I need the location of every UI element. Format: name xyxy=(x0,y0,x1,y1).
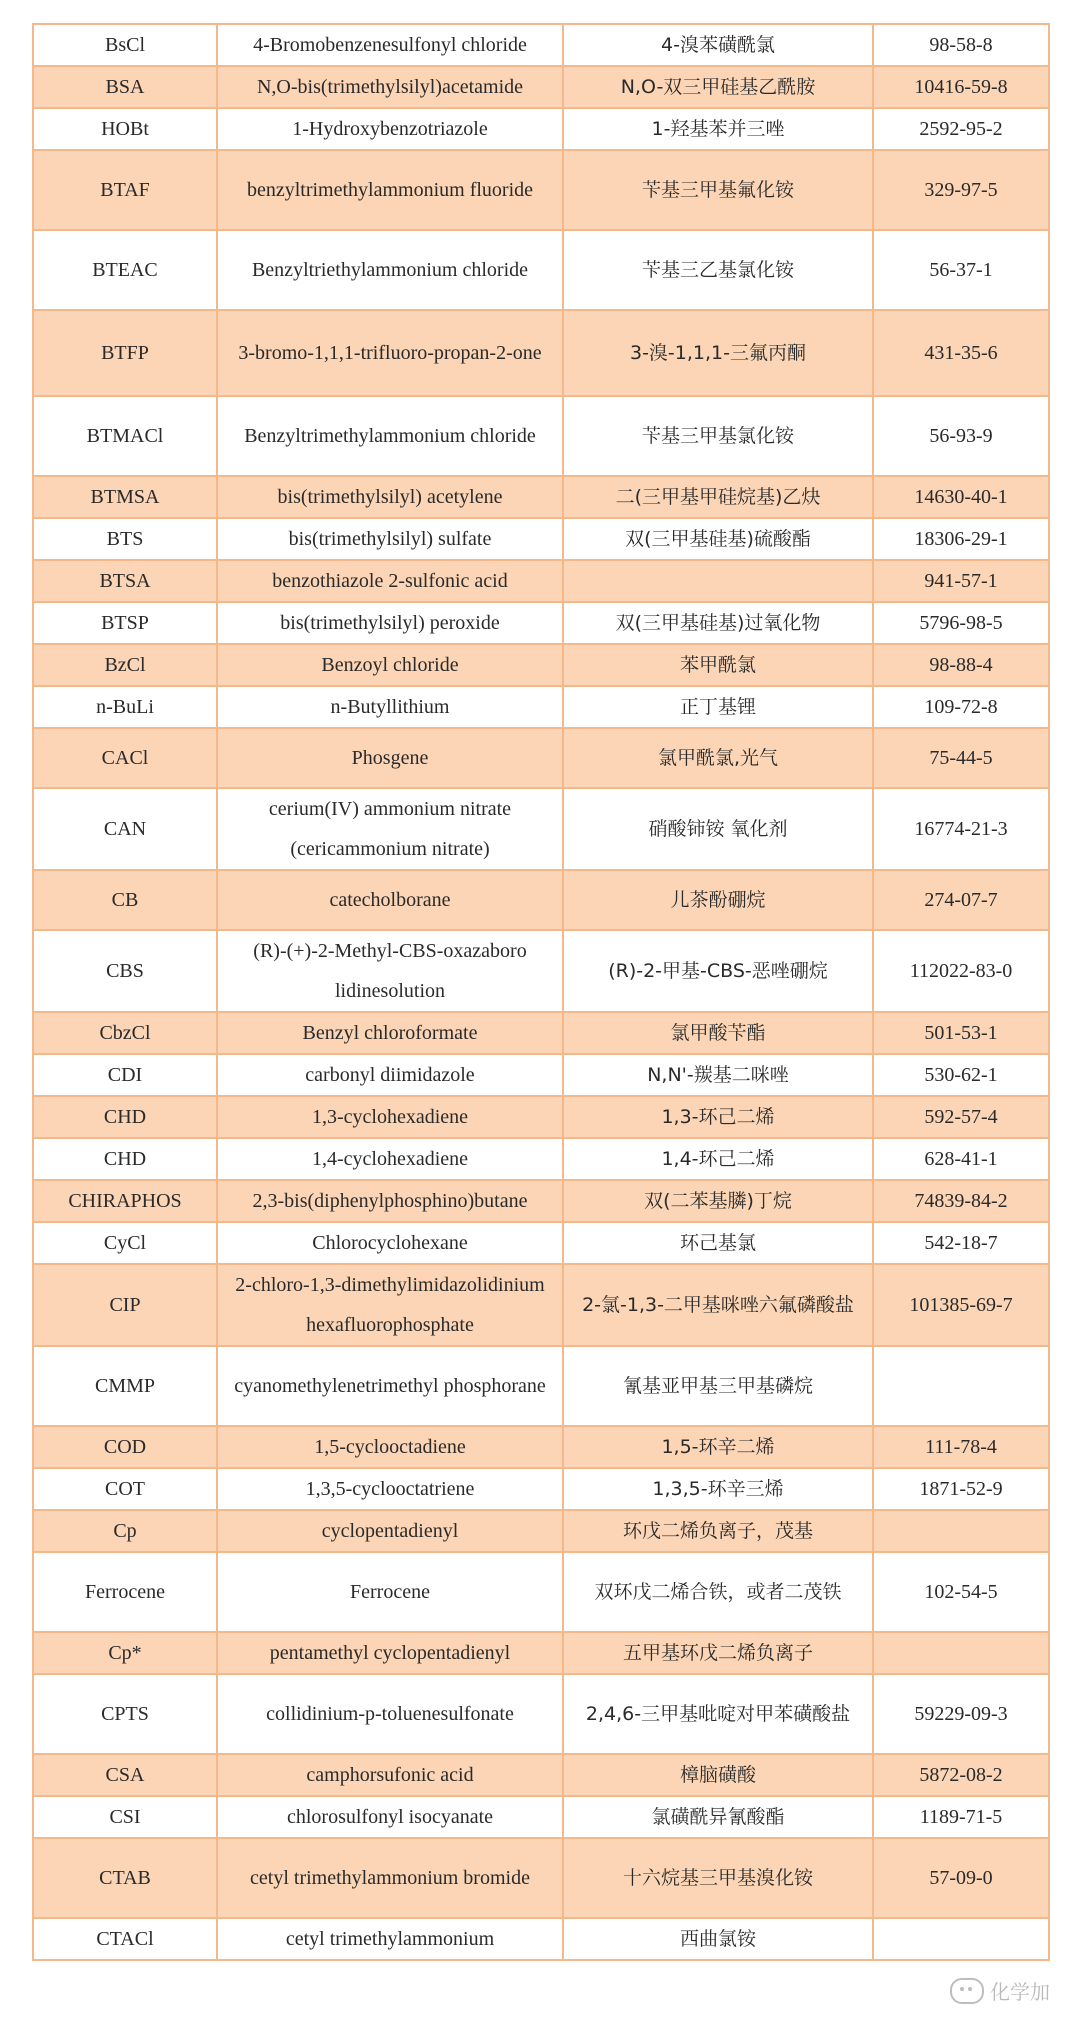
name-cell: cerium(IV) ammonium nitrate (cericammonium nitrate) xyxy=(217,788,563,870)
cas-number-cell: 111-78-4 xyxy=(873,1426,1049,1468)
cas-number-cell: 941-57-1 xyxy=(873,560,1049,602)
table-row xyxy=(33,1838,1049,1918)
chinese-name-cell: 正丁基锂 xyxy=(563,686,873,728)
chinese-name-cell xyxy=(563,560,873,602)
chinese-name-cell: 1,5-环辛二烯 xyxy=(563,1426,873,1468)
abbr-cell: CBS xyxy=(33,930,217,1012)
abbr-cell: CB xyxy=(33,870,217,930)
abbr-cell: CACl xyxy=(33,728,217,788)
cas-number-cell: 59229-09-3 xyxy=(873,1674,1049,1754)
abbr-cell: BSA xyxy=(33,66,217,108)
abbr-cell: CAN xyxy=(33,788,217,870)
cas-number-cell: 592-57-4 xyxy=(873,1096,1049,1138)
name-cell: bis(trimethylsilyl) acetylene xyxy=(217,476,563,518)
cas-number-cell: 112022-83-0 xyxy=(873,930,1049,1012)
table-row xyxy=(33,644,1049,686)
abbr-cell: CHD xyxy=(33,1138,217,1180)
abbr-cell: COD xyxy=(33,1426,217,1468)
name-cell: catecholborane xyxy=(217,870,563,930)
chinese-name-cell: 苄基三乙基氯化铵 xyxy=(563,230,873,310)
cas-number-cell: 56-93-9 xyxy=(873,396,1049,476)
cas-number-cell: 74839-84-2 xyxy=(873,1180,1049,1222)
table-row xyxy=(33,1138,1049,1180)
table-row xyxy=(33,1180,1049,1222)
chinese-name-cell: 1,4-环己二烯 xyxy=(563,1138,873,1180)
chinese-name-cell: 环己基氯 xyxy=(563,1222,873,1264)
name-cell: carbonyl diimidazole xyxy=(217,1054,563,1096)
name-cell: benzyltrimethylammonium fluoride xyxy=(217,150,563,230)
name-cell: N,O-bis(trimethylsilyl)acetamide xyxy=(217,66,563,108)
table-row xyxy=(33,1632,1049,1674)
chinese-name-cell: 双(三甲基硅基)过氧化物 xyxy=(563,602,873,644)
cas-number-cell: 10416-59-8 xyxy=(873,66,1049,108)
name-cell: n-Butyllithium xyxy=(217,686,563,728)
chinese-name-cell: 双环戊二烯合铁，或者二茂铁 xyxy=(563,1552,873,1632)
abbr-cell: CHIRAPHOS xyxy=(33,1180,217,1222)
name-cell: Benzoyl chloride xyxy=(217,644,563,686)
chinese-name-cell: 2-氯-1,3-二甲基咪唑六氟磷酸盐 xyxy=(563,1264,873,1346)
name-cell: 4-Bromobenzenesulfonyl chloride xyxy=(217,24,563,66)
cas-number-cell: 18306-29-1 xyxy=(873,518,1049,560)
abbr-cell: CTACl xyxy=(33,1918,217,1960)
abbr-cell: BTAF xyxy=(33,150,217,230)
cas-number-cell: 75-44-5 xyxy=(873,728,1049,788)
table-row xyxy=(33,396,1049,476)
name-cell: Benzyltriethylammonium chloride xyxy=(217,230,563,310)
chinese-name-cell: 十六烷基三甲基溴化铵 xyxy=(563,1838,873,1918)
table-row xyxy=(33,1468,1049,1510)
cas-number-cell: 101385-69-7 xyxy=(873,1264,1049,1346)
cas-number-cell: 628-41-1 xyxy=(873,1138,1049,1180)
abbr-cell: BTMSA xyxy=(33,476,217,518)
abbr-cell: BTSA xyxy=(33,560,217,602)
cas-number-cell: 1189-71-5 xyxy=(873,1796,1049,1838)
abbr-cell: Ferrocene xyxy=(33,1552,217,1632)
table-row xyxy=(33,150,1049,230)
abbr-cell: BTFP xyxy=(33,310,217,396)
chinese-name-cell: 苄基三甲基氟化铵 xyxy=(563,150,873,230)
name-cell: 1,4-cyclohexadiene xyxy=(217,1138,563,1180)
table-row xyxy=(33,1918,1049,1960)
table-row xyxy=(33,1222,1049,1264)
abbr-cell: CMMP xyxy=(33,1346,217,1426)
name-cell: Ferrocene xyxy=(217,1552,563,1632)
cas-number-cell: 14630-40-1 xyxy=(873,476,1049,518)
name-cell: 1,3-cyclohexadiene xyxy=(217,1096,563,1138)
abbr-cell: BTMACl xyxy=(33,396,217,476)
table-row xyxy=(33,24,1049,66)
table-row xyxy=(33,728,1049,788)
name-cell: 2-chloro-1,3-dimethylimidazolidinium hexafluorophosphate xyxy=(217,1264,563,1346)
table-row xyxy=(33,1096,1049,1138)
abbr-cell: n-BuLi xyxy=(33,686,217,728)
table-body xyxy=(33,24,1049,1960)
chinese-name-cell: 1-羟基苯并三唑 xyxy=(563,108,873,150)
name-cell: chlorosulfonyl isocyanate xyxy=(217,1796,563,1838)
table-row xyxy=(33,602,1049,644)
table-row xyxy=(33,870,1049,930)
abbr-cell: CIP xyxy=(33,1264,217,1346)
table-row xyxy=(33,1552,1049,1632)
cas-number-cell: 274-07-7 xyxy=(873,870,1049,930)
cas-number-cell: 98-88-4 xyxy=(873,644,1049,686)
abbr-cell: CDI xyxy=(33,1054,217,1096)
cas-number-cell: 109-72-8 xyxy=(873,686,1049,728)
table-row xyxy=(33,1426,1049,1468)
table-row xyxy=(33,108,1049,150)
name-cell: (R)-(+)-2-Methyl-CBS-oxazaboro lidinesolution xyxy=(217,930,563,1012)
name-cell: collidinium-p-toluenesulfonate xyxy=(217,1674,563,1754)
table-row xyxy=(33,476,1049,518)
cas-number-cell: 98-58-8 xyxy=(873,24,1049,66)
cas-number-cell: 102-54-5 xyxy=(873,1552,1049,1632)
cas-number-cell: 329-97-5 xyxy=(873,150,1049,230)
abbr-cell: CPTS xyxy=(33,1674,217,1754)
name-cell: Phosgene xyxy=(217,728,563,788)
abbr-cell: BTS xyxy=(33,518,217,560)
chinese-name-cell: N,O-双三甲硅基乙酰胺 xyxy=(563,66,873,108)
name-cell: 1,5-cyclooctadiene xyxy=(217,1426,563,1468)
abbr-cell: BTEAC xyxy=(33,230,217,310)
abbr-cell: CHD xyxy=(33,1096,217,1138)
chinese-name-cell: 双(三甲基硅基)硫酸酯 xyxy=(563,518,873,560)
table-row xyxy=(33,230,1049,310)
chinese-name-cell: 3-溴-1,1,1-三氟丙酮 xyxy=(563,310,873,396)
table-row xyxy=(33,1510,1049,1552)
chinese-name-cell: 4-溴苯磺酰氯 xyxy=(563,24,873,66)
cas-number-cell xyxy=(873,1510,1049,1552)
abbr-cell: CSA xyxy=(33,1754,217,1796)
name-cell: 1,3,5-cyclooctatriene xyxy=(217,1468,563,1510)
table-row xyxy=(33,310,1049,396)
chinese-name-cell: 苯甲酰氯 xyxy=(563,644,873,686)
table-row xyxy=(33,930,1049,1012)
chinese-name-cell: 氯甲酰氯,光气 xyxy=(563,728,873,788)
table-row xyxy=(33,1054,1049,1096)
chinese-name-cell: 氯甲酸苄酯 xyxy=(563,1012,873,1054)
table-row xyxy=(33,1754,1049,1796)
name-cell: 3-bromo-1,1,1-trifluoro-propan-2-one xyxy=(217,310,563,396)
abbr-cell: HOBt xyxy=(33,108,217,150)
cas-number-cell: 56-37-1 xyxy=(873,230,1049,310)
cas-number-cell: 1871-52-9 xyxy=(873,1468,1049,1510)
chinese-name-cell: 儿茶酚硼烷 xyxy=(563,870,873,930)
abbr-cell: BzCl xyxy=(33,644,217,686)
cas-number-cell xyxy=(873,1918,1049,1960)
name-cell: bis(trimethylsilyl) peroxide xyxy=(217,602,563,644)
name-cell: bis(trimethylsilyl) sulfate xyxy=(217,518,563,560)
name-cell: 1-Hydroxybenzotriazole xyxy=(217,108,563,150)
name-cell: pentamethyl cyclopentadienyl xyxy=(217,1632,563,1674)
chinese-name-cell: 五甲基环戊二烯负离子 xyxy=(563,1632,873,1674)
table-row xyxy=(33,1674,1049,1754)
cas-number-cell: 2592-95-2 xyxy=(873,108,1049,150)
cas-number-cell: 5796-98-5 xyxy=(873,602,1049,644)
name-cell: benzothiazole 2-sulfonic acid xyxy=(217,560,563,602)
table-row xyxy=(33,1796,1049,1838)
cas-number-cell: 16774-21-3 xyxy=(873,788,1049,870)
chinese-name-cell: 西曲氯铵 xyxy=(563,1918,873,1960)
chemical-abbreviation-table xyxy=(32,23,1050,1961)
cas-number-cell: 57-09-0 xyxy=(873,1838,1049,1918)
name-cell: Benzyltrimethylammonium chloride xyxy=(217,396,563,476)
cas-number-cell: 530-62-1 xyxy=(873,1054,1049,1096)
name-cell: cetyl trimethylammonium xyxy=(217,1918,563,1960)
chinese-name-cell: 二(三甲基甲硅烷基)乙炔 xyxy=(563,476,873,518)
abbr-cell: BTSP xyxy=(33,602,217,644)
chinese-name-cell: 1,3-环己二烯 xyxy=(563,1096,873,1138)
cas-number-cell: 5872-08-2 xyxy=(873,1754,1049,1796)
table-row xyxy=(33,518,1049,560)
wechat-icon xyxy=(950,1978,984,2004)
abbr-cell: CyCl xyxy=(33,1222,217,1264)
watermark xyxy=(950,1976,1050,2005)
abbr-cell: CSI xyxy=(33,1796,217,1838)
abbr-cell: Cp xyxy=(33,1510,217,1552)
name-cell: cyclopentadienyl xyxy=(217,1510,563,1552)
abbr-cell: BsCl xyxy=(33,24,217,66)
name-cell: camphorsufonic acid xyxy=(217,1754,563,1796)
abbr-cell: Cp* xyxy=(33,1632,217,1674)
table-row xyxy=(33,560,1049,602)
name-cell: 2,3-bis(diphenylphosphino)butane xyxy=(217,1180,563,1222)
cas-number-cell: 431-35-6 xyxy=(873,310,1049,396)
name-cell: cetyl trimethylammonium bromide xyxy=(217,1838,563,1918)
table-row xyxy=(33,1012,1049,1054)
abbr-cell: COT xyxy=(33,1468,217,1510)
chinese-name-cell: (R)-2-甲基-CBS-恶唑硼烷 xyxy=(563,930,873,1012)
chinese-name-cell: 氯磺酰异氰酸酯 xyxy=(563,1796,873,1838)
chemical-abbreviation-sheet xyxy=(32,23,1048,1961)
name-cell: Chlorocyclohexane xyxy=(217,1222,563,1264)
table-row xyxy=(33,686,1049,728)
cas-number-cell xyxy=(873,1346,1049,1426)
abbr-cell: CbzCl xyxy=(33,1012,217,1054)
chinese-name-cell: 硝酸铈铵 氧化剂 xyxy=(563,788,873,870)
chinese-name-cell: 2,4,6-三甲基吡啶对甲苯磺酸盐 xyxy=(563,1674,873,1754)
cas-number-cell xyxy=(873,1632,1049,1674)
chinese-name-cell: 双(二苯基膦)丁烷 xyxy=(563,1180,873,1222)
chinese-name-cell: 氰基亚甲基三甲基磷烷 xyxy=(563,1346,873,1426)
cas-number-cell: 501-53-1 xyxy=(873,1012,1049,1054)
name-cell: Benzyl chloroformate xyxy=(217,1012,563,1054)
table-row xyxy=(33,66,1049,108)
chinese-name-cell: 苄基三甲基氯化铵 xyxy=(563,396,873,476)
abbr-cell: CTAB xyxy=(33,1838,217,1918)
chinese-name-cell: 1,3,5-环辛三烯 xyxy=(563,1468,873,1510)
chinese-name-cell: 樟脑磺酸 xyxy=(563,1754,873,1796)
table-row xyxy=(33,1264,1049,1346)
chinese-name-cell: 环戊二烯负离子，茂基 xyxy=(563,1510,873,1552)
cas-number-cell: 542-18-7 xyxy=(873,1222,1049,1264)
table-row xyxy=(33,1346,1049,1426)
table-row xyxy=(33,788,1049,870)
name-cell: cyanomethylenetrimethyl phosphorane xyxy=(217,1346,563,1426)
watermark-text: 化学加 xyxy=(990,1980,1050,2004)
chinese-name-cell: N,N'-羰基二咪唑 xyxy=(563,1054,873,1096)
